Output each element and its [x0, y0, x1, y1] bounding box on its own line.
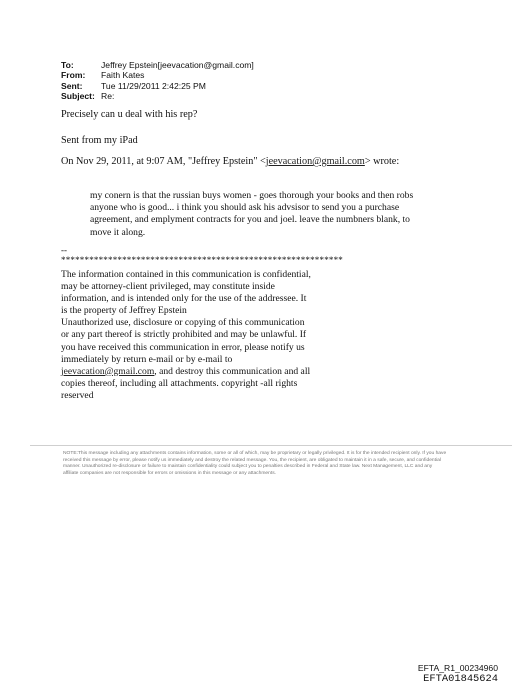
confidentiality-email-link[interactable]: jeevacation@gmail.com — [61, 365, 155, 377]
efta-r1-id: EFTA_R1_00234960 — [417, 663, 498, 673]
sent-label: Sent: — [61, 80, 83, 91]
message-text: Precisely can u deal with his rep? — [61, 109, 198, 120]
confidentiality-text-end: , and destroy this communication and all copies thereof, including all attachments. copyright -all rights reserved — [61, 365, 311, 401]
star-separator: ************************************************************ — [61, 255, 343, 265]
efta-id: EFTA01845624 — [423, 673, 498, 685]
sent-value: Tue 11/29/2011 2:42:25 PM — [101, 80, 206, 91]
attribution-suffix: > wrote: — [364, 156, 400, 167]
attribution-email-link[interactable]: jeevacation@gmail.com — [265, 156, 365, 167]
to-label: To: — [61, 60, 74, 70]
quoted-message: my conern is that the russian buys women - goes thorough your books and then robs anyone who is good... i think you should ask his advsisor to send you a purchase agreement, and emplyment contracts for you and joel. leave the numbners blank, to move it along. — [90, 190, 414, 238]
subject-row — [61, 91, 254, 101]
confidentiality-notice — [61, 269, 311, 402]
to-value: Jeffrey Epstein[jeevacation@gmail.com] — [101, 60, 254, 70]
signature-dashes: -- — [61, 245, 67, 255]
footer-divider — [30, 445, 512, 446]
confidentiality-paragraph-2 — [61, 317, 311, 402]
attribution-prefix: On Nov 29, 2011, at 9:07 AM, "Jeffrey Epstein" < — [61, 156, 266, 167]
from-label: From: — [61, 70, 86, 81]
reply-attribution — [61, 156, 399, 168]
from-value: Faith Kates — [101, 70, 145, 81]
from-row — [61, 70, 254, 80]
sent-row — [61, 81, 254, 91]
subject-value: Re: — [101, 91, 115, 102]
email-header — [61, 60, 254, 102]
document-ids — [418, 663, 498, 685]
to-row — [61, 60, 254, 70]
footer-legal-note: NOTE:This message including any attachments contains information, some or all of which, may be proprietary or legally privileged. It is for the intended recipient only. If you have received this message by error, please notify us immediately and destroy the related message. You, the recipient, are obligated to maintain it in a safe, secure, and confidential manner. Unauthorized re-disclosure or failure to maintain confidentiality could subject you to penalties described in Federal and State law. Next Management, LLC and any affiliate companies are not responsible for errors or omissions in this message or any attachments. — [63, 451, 447, 476]
subject-label: Subject: — [61, 91, 95, 102]
confidentiality-text: Unauthorized use, disclosure or copying of this communication or any part thereof is strictly prohibited and may be unlawful. If you have received this communication in error, please notify us immediately by return e-mail or by e-mail to — [61, 317, 307, 365]
signature-text: Sent from my iPad — [61, 135, 138, 146]
confidentiality-paragraph-1: The information contained in this communication is confidential, may be attorney-client privileged, may constitute inside information, and is intended only for the use of the addressee. It is the property of Jeffrey Epstein — [61, 269, 311, 317]
